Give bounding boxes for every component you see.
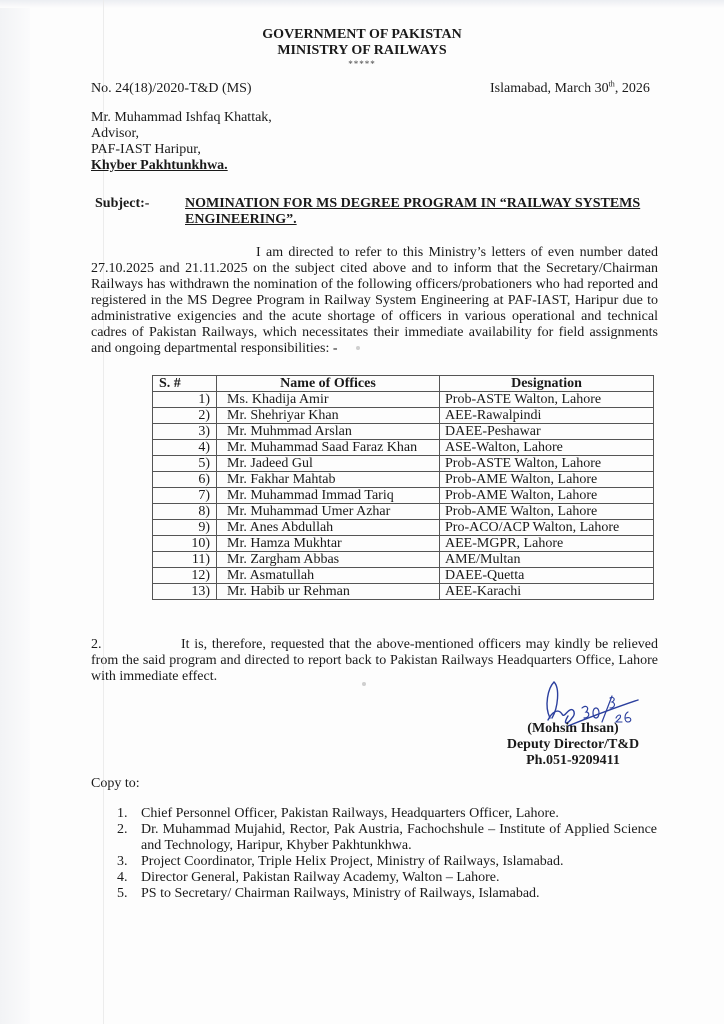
- cell-name: Mr. Zargham Abbas: [217, 552, 440, 568]
- cell-name: Mr. Habib ur Rehman: [217, 584, 440, 600]
- cell-designation: AEE-Rawalpindi: [440, 408, 654, 424]
- cell-designation: Prob-ASTE Walton, Lahore: [440, 392, 654, 408]
- table-row: [153, 440, 654, 456]
- cell-serial: 4): [153, 440, 217, 456]
- item-number: 2.: [117, 822, 128, 837]
- signatory-phone: Ph.051-9209411: [526, 753, 620, 768]
- table-row: [153, 536, 654, 552]
- cell-serial: 3): [153, 424, 217, 440]
- paragraph-2-text: It is, therefore, requested that the above-mentioned officers may kindly be relieved from the said program and directed to report back to Pakistan Railways Headquarters Office, Lahore with immediate effect.: [91, 637, 658, 684]
- signatory-designation: Deputy Director/T&D: [506, 737, 640, 752]
- cell-serial: 1): [153, 392, 217, 408]
- item-number: 4.: [117, 870, 128, 885]
- cell-designation: Prob-AME Walton, Lahore: [440, 488, 654, 504]
- cell-designation: ASE-Walton, Lahore: [440, 440, 654, 456]
- letterhead: [0, 27, 724, 69]
- date-ordinal: th: [608, 79, 615, 89]
- letterhead-stars: *****: [348, 59, 376, 69]
- table-row: [153, 456, 654, 472]
- paragraph-number: 2.: [91, 637, 102, 652]
- letterhead-government: GOVERNMENT OF PAKISTAN: [262, 27, 462, 42]
- table-row: [153, 424, 654, 440]
- copy-to-item: [117, 854, 657, 870]
- cell-designation: Prob-AME Walton, Lahore: [440, 504, 654, 520]
- cell-name: Mr. Jadeed Gul: [217, 456, 440, 472]
- table-row: [153, 504, 654, 520]
- cell-name: Mr. Muhammad Umer Azhar: [217, 504, 440, 520]
- officers-table: [152, 375, 654, 600]
- signatory-block: [458, 721, 688, 769]
- table-row: [153, 584, 654, 600]
- addressee-block: [91, 110, 272, 174]
- cell-serial: 11): [153, 552, 217, 568]
- scan-speck: [362, 682, 366, 686]
- copy-to-item: [117, 886, 657, 902]
- cell-serial: 9): [153, 520, 217, 536]
- table-row: [153, 472, 654, 488]
- item-text: PS to Secretary/ Chairman Railways, Ministry of Railways, Islamabad.: [141, 886, 540, 901]
- item-number: 1.: [117, 806, 128, 821]
- cell-serial: 6): [153, 472, 217, 488]
- subject-text: NOMINATION FOR MS DEGREE PROGRAM IN “RAILWAY SYSTEMS ENGINEERING”.: [185, 196, 641, 227]
- cell-serial: 2): [153, 408, 217, 424]
- cell-name: Mr. Asmatullah: [217, 568, 440, 584]
- cell-serial: 12): [153, 568, 217, 584]
- header-designation: Designation: [440, 376, 654, 392]
- table-row: [153, 568, 654, 584]
- item-number: 3.: [117, 854, 128, 869]
- addressee-institution: PAF-IAST Haripur,: [91, 142, 201, 157]
- copy-to-item: [117, 822, 657, 854]
- cell-serial: 10): [153, 536, 217, 552]
- copy-to-list: [117, 806, 657, 902]
- table-header-row: [153, 376, 654, 392]
- copy-to-label: Copy to:: [91, 776, 140, 791]
- header-name: Name of Offices: [217, 376, 440, 392]
- cell-name: Mr. Muhammad Immad Tariq: [217, 488, 440, 504]
- table-row: [153, 392, 654, 408]
- reference-number: No. 24(18)/2020-T&D (MS): [91, 81, 252, 96]
- addressee-title: Advisor,: [91, 126, 140, 141]
- table-row: [153, 520, 654, 536]
- paragraph-1-text: I am directed to refer to this Ministry’s letters of even number dated 27.10.2025 and 21.11.2025 on the subject cited above and to inform that the Secretary/Chairman Railways has withdrawn the nomination of the following officers/probationers who had reported and registered in the MS Degree Program in Railway System Engineering at PAF-IAST, Haripur due to administrative exigencies and the acute shortage of officers in various operational and technical cadres of Pakistan Railways, which necessitates their immediate availability for field assignments and ongoing departmental responsibilities: -: [91, 245, 658, 356]
- cell-serial: 13): [153, 584, 217, 600]
- date-year: , 2026: [614, 81, 650, 96]
- copy-to-item: [117, 870, 657, 886]
- cell-designation: Prob-ASTE Walton, Lahore: [440, 456, 654, 472]
- cell-designation: AEE-Karachi: [440, 584, 654, 600]
- cell-designation: DAEE-Quetta: [440, 568, 654, 584]
- addressee-name: Mr. Muhammad Ishfaq Khattak,: [91, 110, 272, 125]
- page-top-shadow: [0, 0, 724, 8]
- cell-serial: 8): [153, 504, 217, 520]
- item-text: Director General, Pakistan Railway Academy, Walton – Lahore.: [141, 870, 500, 885]
- cell-name: Mr. Hamza Mukhtar: [217, 536, 440, 552]
- cell-designation: DAEE-Peshawar: [440, 424, 654, 440]
- cell-serial: 7): [153, 488, 217, 504]
- letterhead-ministry: MINISTRY OF RAILWAYS: [277, 43, 447, 58]
- cell-designation: AEE-MGPR, Lahore: [440, 536, 654, 552]
- cell-designation: Prob-AME Walton, Lahore: [440, 472, 654, 488]
- cell-name: Mr. Muhammad Saad Faraz Khan: [217, 440, 440, 456]
- cell-designation: Pro-ACO/ACP Walton, Lahore: [440, 520, 654, 536]
- date-text: Islamabad, March 30: [490, 81, 609, 96]
- cell-name: Ms. Khadija Amir: [217, 392, 440, 408]
- table-row: [153, 488, 654, 504]
- page-edge-shadow: [0, 0, 30, 1024]
- header-serial: S. #: [153, 376, 217, 392]
- item-text: Chief Personnel Officer, Pakistan Railways, Headquarters Officer, Lahore.: [141, 806, 559, 821]
- scan-speck: [356, 346, 360, 350]
- body-paragraph-1: [91, 245, 658, 357]
- item-text: Project Coordinator, Triple Helix Project, Ministry of Railways, Islamabad.: [141, 854, 564, 869]
- item-text: Dr. Muhammad Mujahid, Rector, Pak Austria, Fachochshule – Institute of Applied Science and Technology, Haripur, Khyber Pakhtunkhwa.: [141, 822, 657, 853]
- table-row: [153, 408, 654, 424]
- cell-name: Mr. Fakhar Mahtab: [217, 472, 440, 488]
- letter-date: [490, 81, 650, 97]
- table-row: [153, 552, 654, 568]
- signatory-name: (Mohsin Ihsan): [527, 721, 619, 736]
- cell-name: Mr. Anes Abdullah: [217, 520, 440, 536]
- cell-name: Mr. Shehriyar Khan: [217, 408, 440, 424]
- addressee-province: Khyber Pakhtunkhwa.: [91, 158, 228, 173]
- cell-name: Mr. Muhmmad Arslan: [217, 424, 440, 440]
- cell-serial: 5): [153, 456, 217, 472]
- subject-label: Subject:-: [95, 196, 150, 211]
- item-number: 5.: [117, 886, 128, 901]
- copy-to-item: [117, 806, 657, 822]
- cell-designation: AME/Multan: [440, 552, 654, 568]
